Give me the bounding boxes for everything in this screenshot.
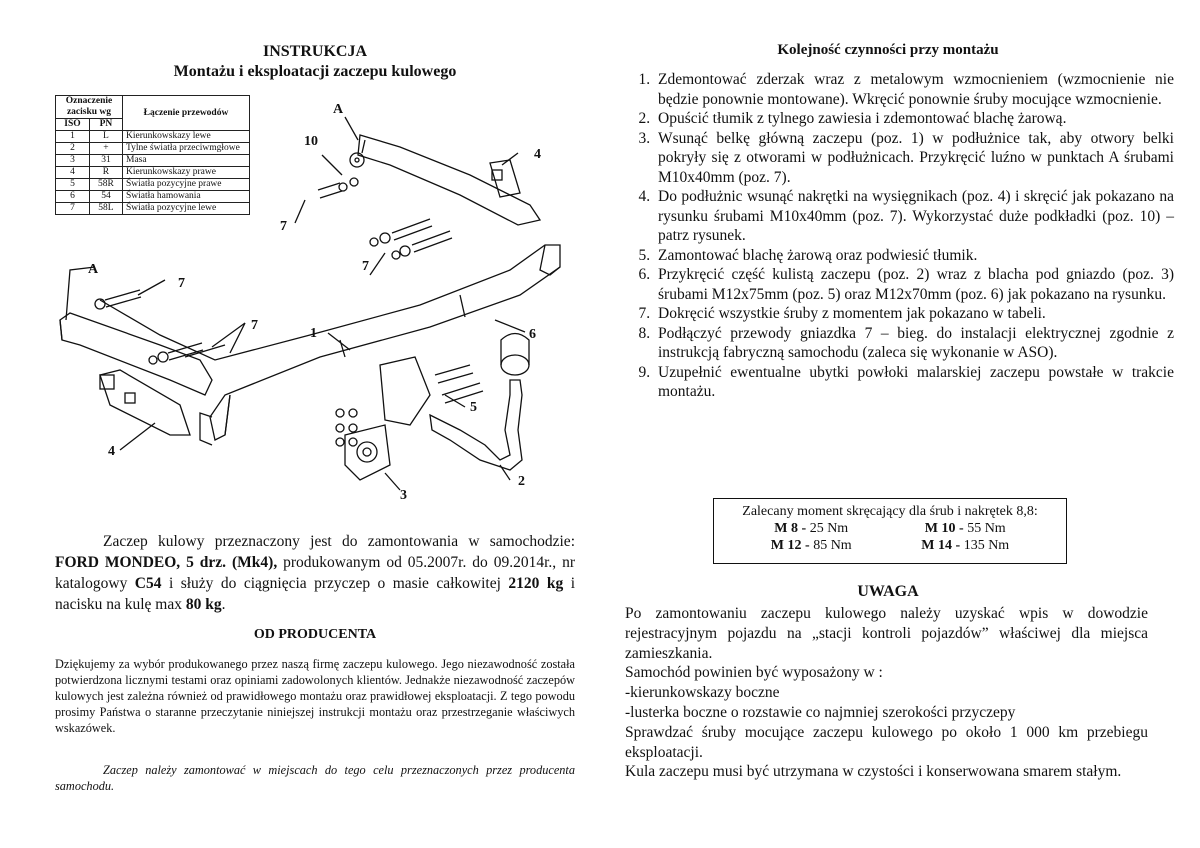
wiring-table-group-header: Oznaczenie zacisku wg xyxy=(56,96,123,119)
warning-text xyxy=(625,604,1148,782)
warning-line: Samochód powinien być wyposażony w : xyxy=(625,664,883,682)
torque-row xyxy=(714,537,1066,554)
main-beam xyxy=(100,245,560,440)
list-item: 2. Opuścić tłumik z tylnego zawiesia i zdemontować blachę żarową. xyxy=(654,109,1174,129)
torque-label: M 12 - xyxy=(770,538,810,553)
table-cell: Tylne światła przeciwmgłowe xyxy=(123,143,250,155)
callout-10: 10 xyxy=(304,134,318,149)
list-item: 4. Do podłużnic wsunąć nakrętki na wysięgnikach (poz. 4) i skręcić jak pokazano na rysunku śrubami M10x40mm (poz. 7). Wykorzystać duże podkładki (poz. 10) – patrz rysunek. xyxy=(654,187,1174,246)
callout-7-top: 7 xyxy=(280,219,287,234)
callout-4-right: 4 xyxy=(534,147,541,162)
table-cell: 3 xyxy=(56,155,90,167)
wiring-table-pn-header: PN xyxy=(89,119,122,131)
torque-label: M 10 - xyxy=(924,521,964,536)
torque-value: 25 Nm xyxy=(806,521,849,536)
instruction-subtitle: Montażu i eksploatacji zaczepu kulowego xyxy=(173,63,457,80)
table-cell: 31 xyxy=(89,155,122,167)
table-cell: Kierunkowskazy prawe xyxy=(123,167,250,179)
callout-1: 1 xyxy=(310,326,317,341)
intro-text: i nacisku na kulę max xyxy=(55,575,576,613)
towbar-assembly-diagram xyxy=(40,95,600,515)
list-item: 1. Zdemontować zderzak wraz z metalowym wzmocnieniem (wzmocnienie nie będzie ponownie montowane). Wkręcić ponownie śruby mocujące wzmocnienie. xyxy=(654,70,1174,109)
torque-table xyxy=(713,498,1067,564)
mounting-note: Zaczep należy zamontować w miejscach do tego celu przeznaczonych przez producenta samochodu. xyxy=(55,763,575,793)
list-item: 3. Wsunąć belkę główną zaczepu (poz. 1) w podłużnice tak, aby otwory belki pokryły się z otworami w podłużnicach. Przykręcić luźno w punktach A śrubami M10x40mm (poz. 7). xyxy=(654,129,1174,188)
wiring-table-desc-header: Łączenie przewodów xyxy=(123,96,250,131)
list-item: 7. Dokręcić wszystkie śruby z momentem jak pokazano w tabeli. xyxy=(654,304,1174,324)
list-item: 9. Uzupełnić ewentualne ubytki powłoki malarskiej zaczepu powstałe w trakcie montażu. xyxy=(654,363,1174,402)
table-cell: 5 xyxy=(56,179,90,191)
callout-4-left: 4 xyxy=(108,444,115,459)
producer-text: Dziękujemy za wybór produkowanego przez naszą firmę zaczepu kulowego. Jego niezawodność została potwierdzona licznymi testami oraz opiniami zadowolonych klientów. Jednakże niezawodność zaczepów kulowych jest zależna również od prawidłowego montażu oraz prawidłowej eksploatacji. Z tego powodu prosimy Państwa o staranne przeczytanie niniejszej instrukcji montażu oraz przestrzeganie właściwych wskazówek. xyxy=(55,657,575,735)
table-cell: L xyxy=(89,131,122,143)
torque-title: Zalecany moment skręcający dla śrub i nakrętek 8,8: xyxy=(742,504,1038,519)
intro-text: produkowanym od 05.2007r. do 09.2014r., nr katalogowy xyxy=(55,554,575,592)
table-cell: + xyxy=(89,143,122,155)
callout-7-left: 7 xyxy=(178,276,185,291)
callout-a-left: A xyxy=(88,262,99,277)
torque-label: M 14 - xyxy=(921,538,961,553)
list-item: 5. Zamontować blachę żarową oraz podwiesić tłumik. xyxy=(654,246,1174,266)
table-cell: 6 xyxy=(56,191,90,203)
car-model: FORD MONDEO, 5 drz. (Mk4), xyxy=(55,554,278,571)
torque-m10 xyxy=(925,520,1006,537)
callout-2: 2 xyxy=(518,474,525,489)
torque-value: 85 Nm xyxy=(809,538,852,553)
washer xyxy=(350,153,364,167)
table-cell: Kierunkowskazy lewe xyxy=(123,131,250,143)
catalog-number: C54 xyxy=(134,575,162,592)
right-side-arm xyxy=(358,135,540,225)
callout-7-left-lower: 7 xyxy=(251,318,258,333)
intro-paragraph xyxy=(55,531,575,615)
torque-value: 135 Nm xyxy=(960,538,1010,553)
table-cell: 58R xyxy=(89,179,122,191)
callout-3: 3 xyxy=(400,488,407,503)
table-cell: 54 xyxy=(89,191,122,203)
warning-heading: UWAGA xyxy=(857,583,919,600)
torque-m12 xyxy=(771,537,852,554)
table-cell: 4 xyxy=(56,167,90,179)
callout-7-middle: 7 xyxy=(362,259,369,274)
list-item: 8. Podłączyć przewody gniazdka 7 – bieg. do instalacji elektrycznej zgodnie z instrukcją fabryczną samochodu (zaleca się wykonanie w ASO). xyxy=(654,324,1174,363)
warning-line: -lusterka boczne o rozstawie co najmniej szerokości przyczepy xyxy=(625,703,1016,721)
torque-value: 55 Nm xyxy=(963,521,1006,536)
ball-cap xyxy=(501,334,529,366)
warning-line: Kula zaczepu musi być utrzymana w czystości i konserwowana smarem stałym. xyxy=(625,763,1122,781)
intro-text: Zaczep kulowy przeznaczony jest do zamontowania w samochodzie: xyxy=(103,533,575,550)
torque-m8 xyxy=(774,520,848,537)
torque-row xyxy=(714,520,1066,537)
steps-title: Kolejność czynności przy montażu xyxy=(777,42,999,58)
table-cell: 7 xyxy=(56,203,90,215)
instruction-title: INSTRUKCJA xyxy=(262,43,367,60)
callout-6: 6 xyxy=(529,327,536,342)
list-item: 6. Przykręcić część kulistą zaczepu (poz. 2) wraz z blacha pod gniazdo (poz. 3) śrubami M12x75mm (poz. 5) oraz M12x70mm (poz. 6) jak pokazano na rysunku. xyxy=(654,265,1174,304)
max-ball-load: 80 kg xyxy=(185,596,222,613)
bolt-group-right xyxy=(318,178,452,259)
right-bracket-plate xyxy=(490,160,520,197)
table-cell: R xyxy=(89,167,122,179)
bolt-group-left xyxy=(95,290,225,364)
table-cell: Światła hamowania xyxy=(123,191,250,203)
intro-text: . xyxy=(221,596,226,613)
warning-line: -kierunkowskazy boczne xyxy=(625,684,780,702)
max-trailer-mass: 2120 kg xyxy=(508,575,564,592)
callout-5: 5 xyxy=(470,400,477,415)
torque-m14 xyxy=(921,537,1009,554)
table-cell: 58L xyxy=(89,203,122,215)
assembly-steps xyxy=(628,70,1174,402)
warning-line: Po zamontowaniu zaczepu kulowego należy uzyskać wpis w dowodzie rejestracyjnym pojazdu na „stacji kontroli pojazdów” właściwej dla miejsca zamieszkania. xyxy=(625,605,1148,662)
callout-a-right: A xyxy=(333,102,344,117)
socket-plate xyxy=(345,425,390,480)
table-cell: Masa xyxy=(123,155,250,167)
producer-heading: OD PRODUCENTA xyxy=(253,627,377,642)
table-cell: Światła pozycyjne lewe xyxy=(123,203,250,215)
table-cell: 1 xyxy=(56,131,90,143)
table-cell: Światła pozycyjne prawe xyxy=(123,179,250,191)
table-cell: 2 xyxy=(56,143,90,155)
wiring-table-iso-header: ISO xyxy=(56,119,90,131)
torque-label: M 8 - xyxy=(774,521,807,536)
warning-line: Sprawdzać śruby mocujące zaczepu kulowego po około 1 000 km przebiegu eksploatacji. xyxy=(625,723,1148,761)
intro-text: i służy do ciągnięcia przyczep o masie całkowitej xyxy=(161,575,509,592)
